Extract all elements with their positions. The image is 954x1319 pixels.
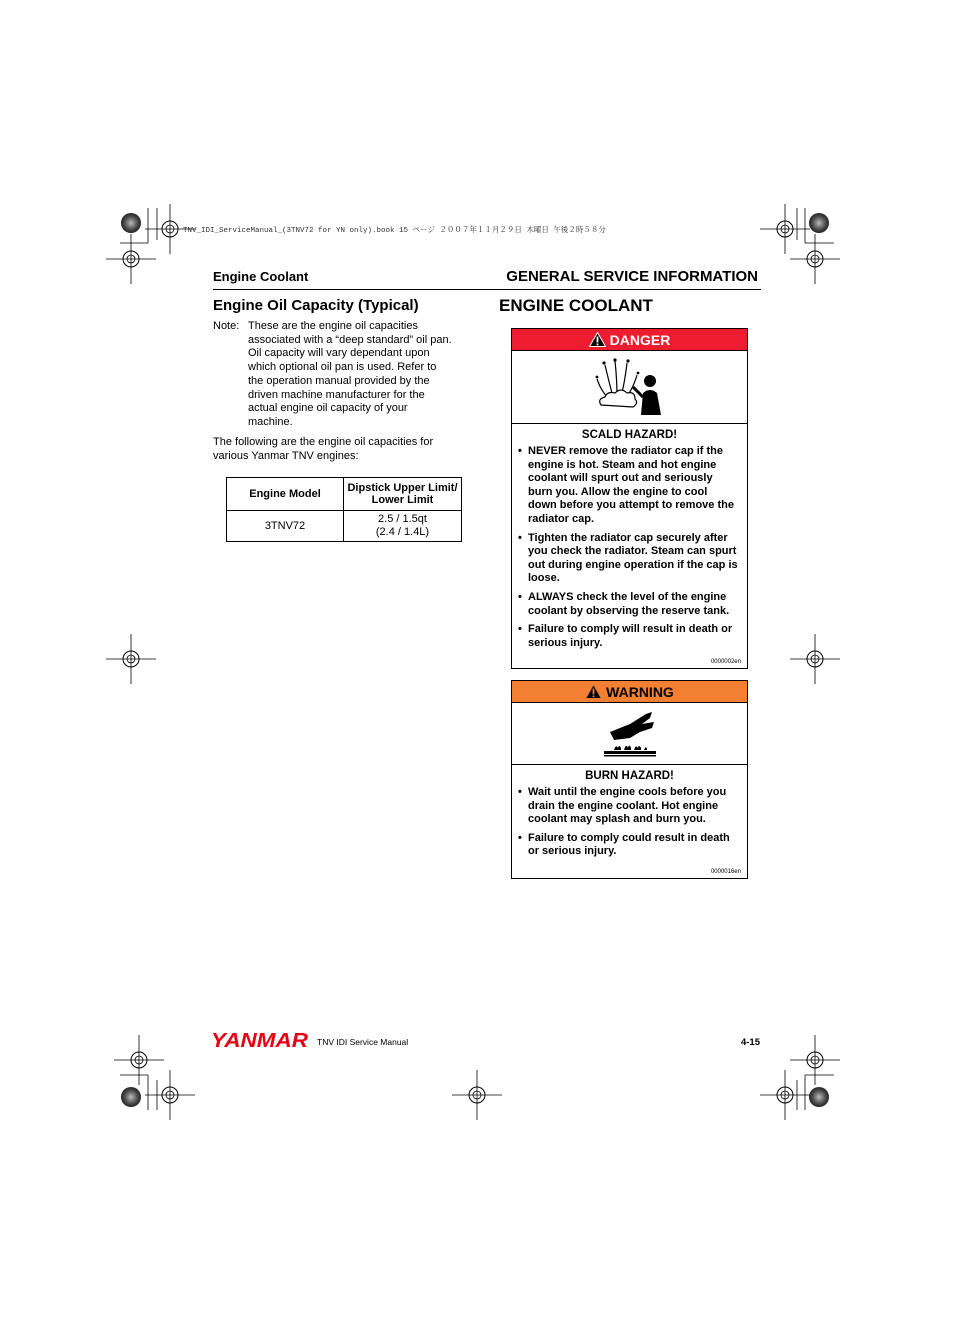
print-slug: TNV_IDI_ServiceManual_(3TNV72 for YN only).book 15 ページ ２００７年１１月２９日 木曜日 午後２時５８分 [183, 227, 606, 235]
warning-hazard-title: BURN HAZARD! [585, 770, 674, 782]
warning-bullet-list [512, 786, 747, 859]
table-row [227, 511, 462, 542]
danger-bullet-list [512, 445, 747, 650]
danger-hazard-title: SCALD HAZARD! [581, 429, 678, 441]
danger-label: DANGER [609, 331, 671, 348]
svg-text:YANMAR: YANMAR [211, 1030, 309, 1050]
danger-header [512, 329, 747, 351]
cell-model: 3TNV72 [227, 511, 344, 542]
section-title-right: GENERAL SERVICE INFORMATION [506, 268, 758, 285]
warning-code: 0000016en [710, 869, 741, 875]
list-item: • Wait until the engine cools before you drain the engine coolant. Hot engine coolant may splash and burn you. [518, 786, 727, 826]
section-title-left: Engine Coolant [213, 269, 309, 284]
warning-triangle-icon [589, 332, 606, 347]
engine-coolant-heading: ENGINE COOLANT [499, 296, 653, 315]
cell-capacity [344, 511, 462, 542]
col-dipstick-limits: Dipstick Upper Limit/ Lower Limit [344, 478, 462, 511]
header-rule [213, 289, 761, 290]
warning-header [512, 681, 747, 703]
list-item: • Tighten the radiator cap securely after you check the radiator. Steam can spurt out during engine operation if the cap is loose. [518, 531, 738, 585]
list-item: • NEVER remove the radiator cap if the engine is hot. Steam and hot engine coolant will spurt out and seriously burn you. Allow the engine to cool down before you attempt to remove the radiator cap. [518, 445, 734, 525]
warning-triangle-icon [585, 684, 602, 699]
list-item: • ALWAYS check the level of the engine coolant by observing the reserve tank. [518, 590, 730, 617]
col-engine-model: Engine Model [227, 478, 344, 511]
warning-label: WARNING [606, 683, 674, 700]
note-label: Note: [213, 320, 240, 332]
oil-capacity-intro: The following are the engine oil capacities for various Yanmar TNV engines: [213, 436, 434, 462]
capacity-qt: 2.5 / 1.5qt [378, 513, 427, 525]
steam-spray-person-icon [595, 357, 665, 417]
page-number: 4-15 [740, 1037, 760, 1048]
oil-capacity-heading: Engine Oil Capacity (Typical) [213, 297, 419, 314]
footer-manual-title: TNV IDI Service Manual [317, 1037, 409, 1047]
warning-pictogram [512, 703, 747, 765]
danger-pictogram [512, 351, 747, 424]
warning-box [511, 680, 748, 879]
yanmar-logo [211, 1030, 311, 1050]
oil-capacity-table [226, 477, 462, 542]
hot-surface-hand-icon [600, 710, 660, 758]
list-item: • Failure to comply will result in death or serious injury. [518, 623, 733, 649]
table-header-row [227, 478, 462, 511]
danger-box [511, 328, 748, 669]
capacity-liters: (2.4 / 1.4L) [375, 526, 430, 538]
danger-code: 0000002en [710, 659, 741, 665]
note-text: These are the engine oil capacities associated with a “deep standard” oil pan. Oil capacity will vary dependant upon which optional oil pan is used. Refer to the operation manual provided by the driven machine manufacturer for the actual engine oil capacity of your machine. [248, 320, 452, 428]
list-item: • Failure to comply could result in death or serious injury. [518, 831, 730, 858]
